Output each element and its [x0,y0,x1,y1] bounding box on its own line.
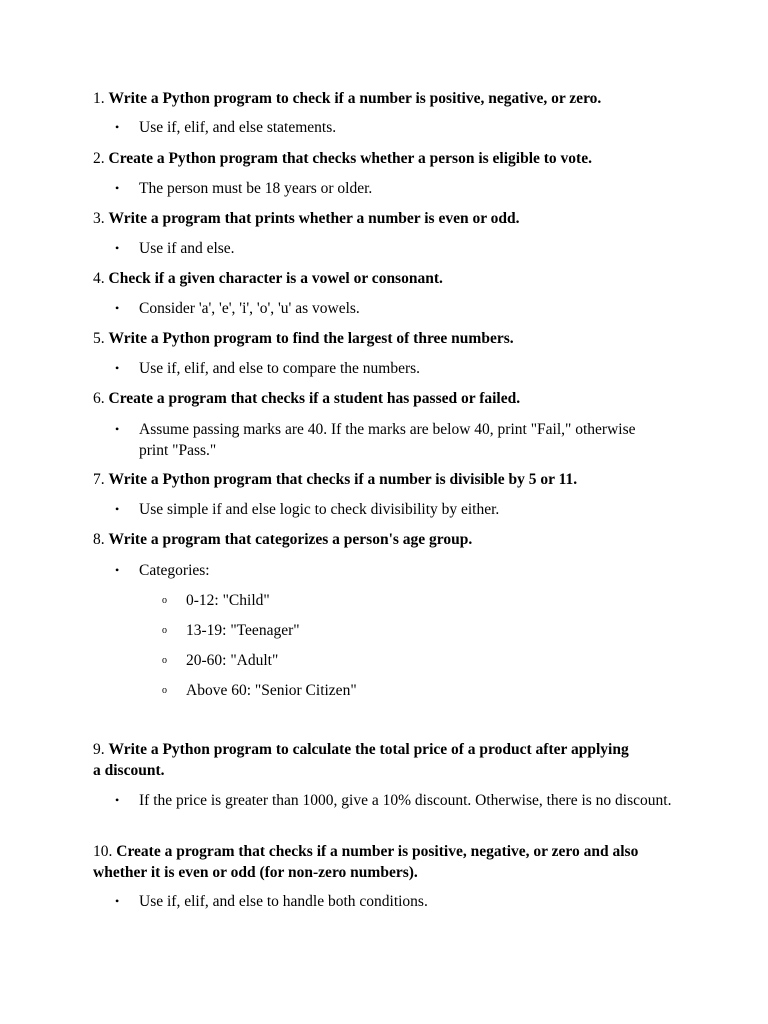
bullet-icon: • [115,181,120,195]
question-7 [93,469,683,490]
bullet-icon: • [115,894,120,908]
hint-text: Use if, elif, and else to compare the numbers. [139,360,421,377]
age-category-teenager [162,620,646,641]
question-text: Write a Python program to find the largest of three numbers. [108,330,514,347]
hint-text: If the price is greater than 1000, give a 10% discount. Otherwise, there is no discount. [139,792,672,809]
bullet-icon: • [115,502,120,516]
bullet-icon: • [115,241,120,255]
question-2-hint [115,178,684,199]
hint-text: Use if, elif, and else to handle both conditions. [139,893,428,910]
question-5-hint [115,358,684,379]
question-number: 4. [93,270,109,287]
bullet-icon: • [115,301,120,315]
circle-bullet-icon: o [162,685,167,696]
circle-bullet-icon: o [162,595,167,606]
question-8 [93,529,683,550]
circle-bullet-icon: o [162,655,167,666]
question-10-hint [115,891,684,912]
bullet-icon: • [115,120,120,134]
bullet-icon: • [115,793,120,807]
question-number: 6. [93,390,109,407]
question-number: 1. [93,90,109,107]
question-text: Write a Python program to calculate the total price of a product after applying a discount. [93,741,629,779]
question-number: 9. [93,741,109,758]
question-number: 2. [93,150,109,167]
question-text: Write a program that prints whether a number is even or odd. [108,210,520,227]
question-10 [93,841,683,883]
question-3 [93,208,683,229]
question-6-hint [115,419,644,461]
hint-text: Assume passing marks are 40. If the marks are below 40, print "Fail," otherwise print "Pass." [139,421,636,459]
age-category-senior [162,680,646,701]
age-category-child [162,590,646,611]
question-text: Write a Python program that checks if a number is divisible by 5 or 11. [108,471,578,488]
question-number: 10. [93,843,117,860]
hint-text: Use if and else. [139,240,235,257]
hint-text: Consider 'a', 'e', 'i', 'o', 'u' as vowels. [139,300,360,317]
question-1 [93,88,683,109]
question-9 [93,739,638,781]
question-number: 5. [93,330,109,347]
circle-bullet-icon: o [162,625,167,636]
bullet-icon: • [115,563,120,577]
question-5 [93,328,683,349]
question-number: 8. [93,531,109,548]
question-text: Create a Python program that checks whether a person is eligible to vote. [108,150,592,167]
question-text: Create a program that checks if a number is positive, negative, or zero and also whether it is even or odd (for non-zero numbers). [93,843,639,881]
question-9-hint [115,790,674,811]
question-4-hint [115,298,684,319]
question-7-hint [115,499,684,520]
question-1-hint [115,117,684,138]
question-6 [93,388,683,409]
bullet-icon: • [115,422,120,436]
question-3-hint [115,238,684,259]
hint-text: The person must be 18 years or older. [139,180,373,197]
hint-text: Categories: [139,562,210,579]
question-2 [93,148,683,169]
question-text: Write a Python program to check if a number is positive, negative, or zero. [108,90,602,107]
hint-text: Use simple if and else logic to check divisibility by either. [139,501,500,518]
question-number: 3. [93,210,109,227]
age-category-adult [162,650,646,671]
question-text: Create a program that checks if a student has passed or failed. [108,390,521,407]
question-number: 7. [93,471,109,488]
question-text: Check if a given character is a vowel or consonant. [108,270,443,287]
hint-text: Use if, elif, and else statements. [139,119,337,136]
category-text: Above 60: "Senior Citizen" [186,682,357,699]
category-text: 0-12: "Child" [186,592,270,609]
question-text: Write a program that categorizes a person's age group. [108,531,473,548]
category-text: 20-60: "Adult" [186,652,279,669]
category-text: 13-19: "Teenager" [186,622,300,639]
bullet-icon: • [115,361,120,375]
question-8-hint [115,560,684,581]
question-4 [93,268,683,289]
